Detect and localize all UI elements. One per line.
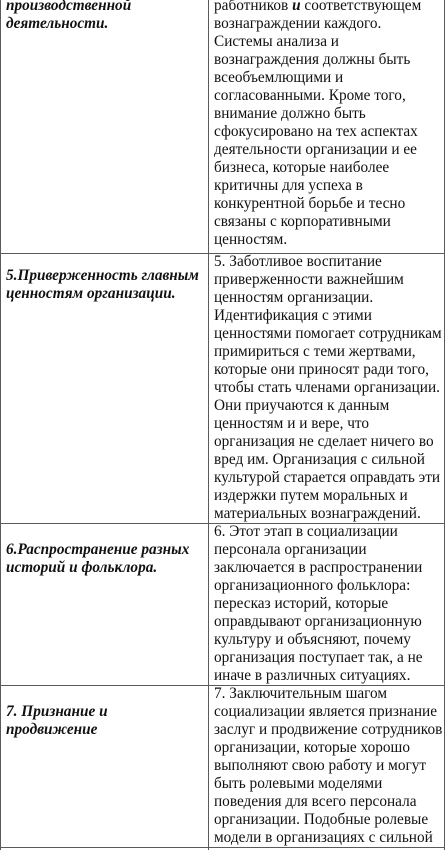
label-line: ценностям организации. — [6, 285, 176, 302]
text-line: организация поступает так, а не — [214, 649, 423, 666]
text-line: всеобъемлющими и — [214, 69, 344, 86]
text-line: 5. Заботливое воспитание — [214, 253, 382, 270]
label-line: производственной — [6, 0, 132, 14]
row-2-text — [214, 253, 444, 523]
text-line: организации. Подобные ролевые — [214, 811, 429, 828]
text-line: ценностям и и вере, что — [214, 415, 370, 432]
text-line: культуру и объясняют, почему — [214, 631, 411, 648]
text-line: чтобы стать членами организации. — [214, 379, 440, 396]
text-line: издержки путем моральных и — [214, 487, 408, 504]
text-line: приверженности важнейшим — [214, 271, 404, 288]
row-4-label — [6, 703, 204, 739]
text-line: примириться с теми жертвами, — [214, 343, 416, 360]
text-line: заключается в распространении — [214, 559, 423, 576]
label-line: 6.Распространение разных — [6, 541, 190, 558]
row-3-label — [6, 541, 204, 577]
text-line: вознаграждении каждого. — [214, 15, 382, 32]
text-line: 7. Заключительным шагом — [214, 685, 388, 702]
text-line: пересказ историй, которые — [214, 595, 389, 612]
text-line: ценностям организации. — [214, 289, 374, 306]
text-line: социализации является признание — [214, 703, 438, 720]
label-line: 5.Приверженность главным — [6, 267, 199, 284]
text-line: работников и соответствующем — [214, 0, 422, 14]
text-line: организация не сделает ничего во — [214, 433, 434, 450]
text-line: быть ролевыми моделями — [214, 775, 383, 792]
text-line: иначе в различных ситуациях. — [214, 667, 411, 684]
text-line: деятельности организации и ее — [214, 141, 417, 158]
text-line: критичны для успеха в — [214, 177, 363, 194]
text-line: организационного фольклора: — [214, 577, 411, 594]
text-line: внимание должно быть — [214, 105, 366, 122]
text-line: Системы анализа и — [214, 33, 339, 50]
text-line: организации, которые хорошо — [214, 739, 410, 756]
text-line: поведения для всего персонала — [214, 793, 417, 810]
text-line: модели в организациях с сильной — [214, 829, 433, 846]
text-line: вознаграждения должны быть — [214, 51, 411, 68]
text-line: оправдывают организационную — [214, 613, 422, 630]
text-line: заслуг и продвижение сотрудников — [214, 721, 443, 738]
row-1-text — [214, 0, 444, 249]
text-line: связаны с корпоративными — [214, 213, 391, 230]
text-line: ценностям. — [214, 231, 288, 248]
text-line: выполняют свою работу и могут — [214, 757, 427, 774]
text-line: бизнеса, которые наиболее — [214, 159, 390, 176]
text-line: 6. Этот этап в социализации — [214, 523, 398, 540]
label-line: историй и фольклора. — [6, 559, 158, 576]
column-divider — [208, 0, 209, 850]
row-1-label — [6, 0, 204, 33]
text-line: Они приучаются к данным — [214, 397, 390, 414]
text-line: сфокусировано на тех аспектах — [214, 123, 418, 140]
row-3-text — [214, 523, 444, 685]
text-line: персонала организации — [214, 541, 367, 558]
text-line: согласованными. Кроме того, — [214, 87, 406, 104]
text-line: материальных вознаграждений. — [214, 505, 421, 522]
row-4-text — [214, 685, 444, 847]
row-2-label — [6, 267, 204, 303]
text-line: которые они приносят ради того, — [214, 361, 429, 378]
table-border-left — [0, 0, 1, 850]
label-line: деятельности. — [6, 15, 109, 32]
text-line: конкурентной борьбе и тесно — [214, 195, 406, 212]
text-line: культурой старается оправдать эти — [214, 469, 441, 486]
table-border-bottom — [0, 847, 445, 848]
text-line: ценностями помогает сотрудникам — [214, 325, 442, 342]
label-line: 7. Признание и — [6, 703, 108, 720]
text-line: вред им. Организация с сильной — [214, 451, 425, 468]
text-line: Идентификация с этими — [214, 307, 372, 324]
label-line: продвижение — [6, 721, 98, 738]
